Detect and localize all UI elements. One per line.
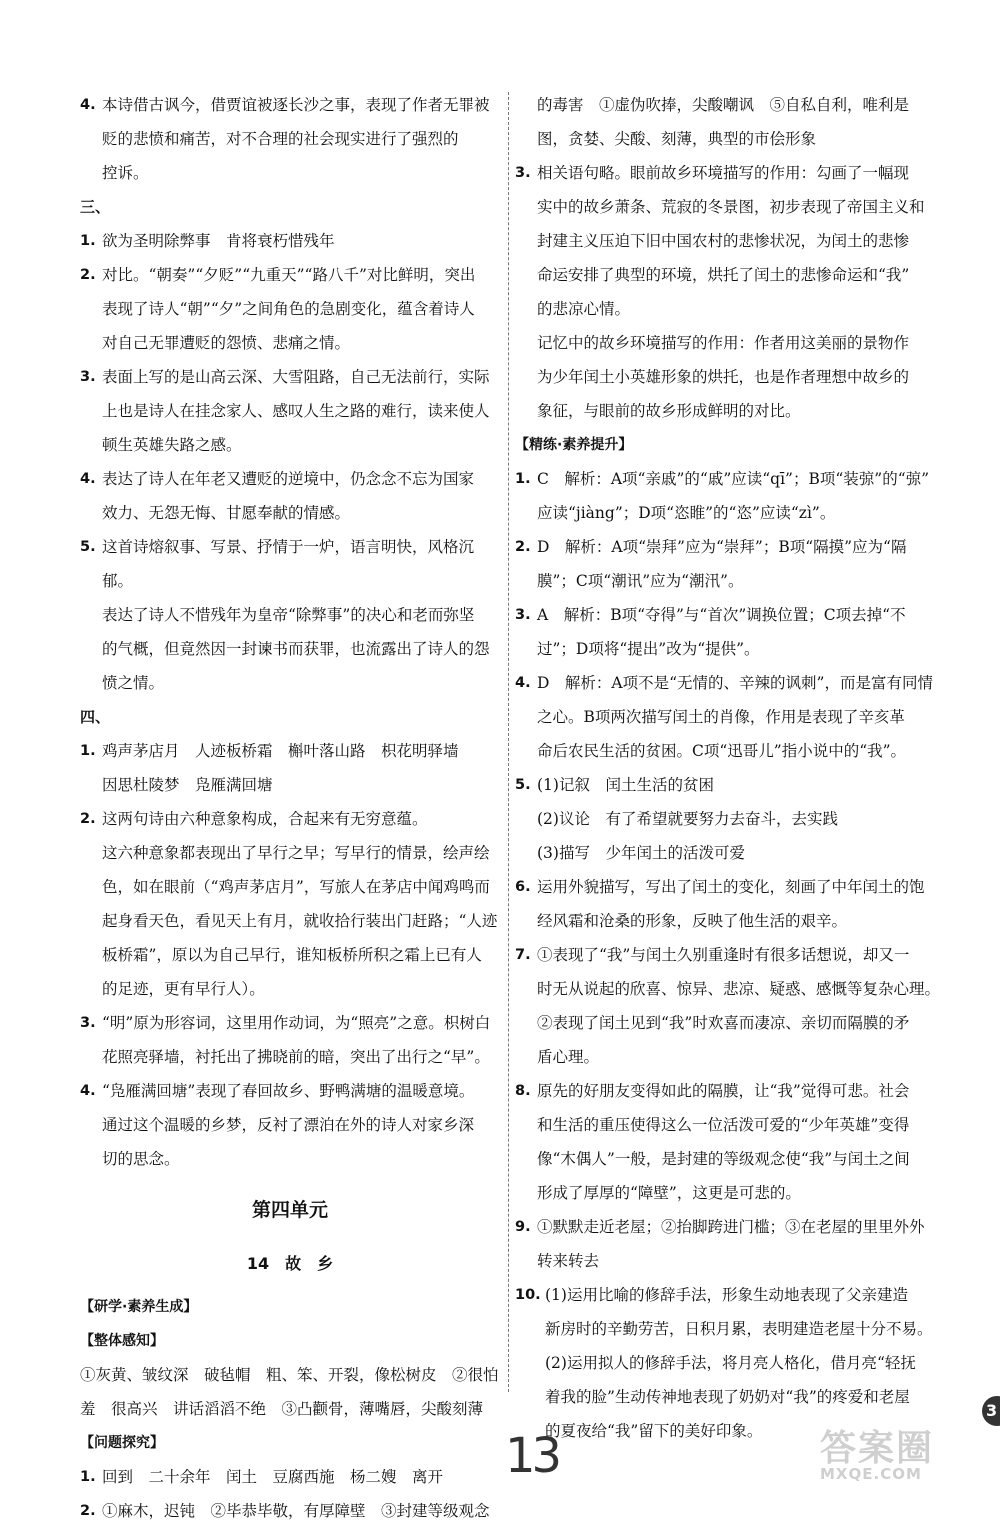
section-label: 【研学·素养生成】 [80, 1299, 198, 1315]
answer-line: 应读“jiàng”；D项“恣睢”的“恣”应读“zì”。 [537, 504, 836, 522]
answer-number: 6. [515, 879, 531, 895]
answer-number: 7. [515, 947, 531, 963]
answer-item [515, 530, 945, 598]
watermark-logo [820, 1420, 990, 1490]
paragraph-line: 色，如在眼前（“鸡声茅店月”，写旅人在茅店中闻鸡鸣而 [102, 878, 490, 896]
answer-line: 控诉。 [102, 164, 149, 182]
answer-item [515, 666, 945, 768]
answer-line: 和生活的重压使得这么一位活泼可爱的“少年英雄”变得 [537, 1116, 910, 1134]
answer-line: D 解析：A项“崇拜”应为“崇拜”；B项“隔摸”应为“隔 [537, 538, 907, 556]
answer-number: 3. [80, 369, 96, 385]
answer-number: 4. [80, 97, 96, 113]
handwritten-page-number: 13 [505, 1428, 559, 1484]
answer-number: 8. [515, 1083, 531, 1099]
answer-number: 1. [80, 743, 96, 759]
answer-line: D 解析：A项不是“无情的、辛辣的讽刺”，而是富有同情 [537, 674, 933, 692]
answer-item [515, 938, 945, 1074]
answer-item [80, 258, 500, 360]
answer-line: “凫雁满回塘”表现了春回故乡、野鸭满塘的温暖意境。 [102, 1082, 475, 1100]
answer-item [515, 870, 945, 938]
answer-line: 因思杜陵梦 凫雁满回塘 [102, 776, 273, 794]
answer-line: “明”原为形容词，这里用作动词，为“照亮”之意。枳树白 [102, 1014, 491, 1032]
paragraph-line: 记忆中的故乡环境描写的作用：作者用这美丽的景物作 [537, 334, 910, 352]
answer-line: 表达了诗人不惜残年为皇帝“除弊事”的决心和老而弥坚 [102, 606, 475, 624]
paragraph-line: ①灰黄、皱纹深 破毡帽 粗、笨、开裂，像松树皮 ②很怕 [80, 1366, 499, 1384]
answer-line: 鸡声茅店月 人迹板桥霜 槲叶落山路 枳花明驿墙 [102, 742, 459, 760]
answer-line: 封建主义压迫下旧中国农村的悲惨状况，为闰土的悲惨 [537, 232, 910, 250]
answer-line: ①麻木，迟钝 ②毕恭毕敬，有厚障壁 ③封建等级观念 [102, 1502, 490, 1520]
answer-line: 新房时的辛勤劳苦，日积月累，表明建造老屋十分不易。 [545, 1320, 933, 1338]
answer-line: 表面上写的是山高云深、大雪阻路，自己无法前行，实际 [102, 368, 490, 386]
answer-line: 上也是诗人在挂念家人、感叹人生之路的难行，读来使人 [102, 402, 490, 420]
right-column [515, 88, 945, 1448]
answer-line: 相关语句略。眼前故乡环境描写的作用：勾画了一幅现 [537, 164, 910, 182]
watermark-url: MXQE.COM [820, 1465, 922, 1483]
answer-line: ①默默走近老屋；②抬脚跨进门槛；③在老屋的里里外外 [537, 1218, 925, 1236]
paragraph-line: 起身看天色，看见天上有月，就收拾行装出门赶路；“人迹 [102, 912, 498, 930]
answer-item [515, 156, 945, 326]
answer-item [80, 88, 500, 190]
answer-line: 之心。B项两次描写闰土的肖像，作用是表现了辛亥革 [537, 708, 905, 726]
answer-number: 1. [515, 471, 531, 487]
answer-line: 切的思念。 [102, 1150, 180, 1168]
answer-line: 这两句诗由六种意象构成，合起来有无穷意蕴。 [102, 810, 428, 828]
paragraph-line: 象征，与眼前的故乡形成鲜明的对比。 [537, 402, 801, 420]
answer-number: 9. [515, 1219, 531, 1235]
sub-answer-line: (3)描写 少年闰土的活泼可爱 [537, 844, 745, 862]
answer-line: 花照亮驿墙，衬托出了拂晓前的暗，突出了出行之“早”。 [102, 1048, 490, 1066]
answer-item [80, 734, 500, 802]
watermark-text: 答案圈 [820, 1428, 935, 1469]
answer-line: 着我的脸”生动传神地表现了奶奶对“我”的疼爱和老屋 [545, 1388, 910, 1406]
answer-number: 3. [515, 165, 531, 181]
answer-item [515, 1074, 945, 1210]
answer-line: 形成了厚厚的“障壁”，这更是可悲的。 [537, 1184, 801, 1202]
answer-line: 效力、无怨无悔、甘愿奉献的情感。 [102, 504, 351, 522]
answer-item [80, 1074, 500, 1176]
answer-line: (1)运用比喻的修辞手法，形象生动地表现了父亲建造 [545, 1286, 908, 1304]
paragraph-line: 羞 很高兴 讲话滔滔不绝 ③凸颧骨，薄嘴唇，尖酸刻薄 [80, 1400, 484, 1418]
answer-item [515, 462, 945, 530]
answer-line: 回到 二十余年 闰土 豆腐西施 杨二嫂 离开 [102, 1468, 444, 1486]
answer-line: 实中的故乡萧条、荒寂的冬景图，初步表现了帝国主义和 [537, 198, 925, 216]
answer-line: 贬的悲愤和痛苦，对不合理的社会现实进行了强烈的 [102, 130, 459, 148]
answer-line: 的夏夜给“我”留下的美好印象。 [545, 1422, 763, 1440]
unit-title: 第四单元 [251, 1199, 328, 1221]
answer-line: 命后农民生活的贫困。C项“迅哥儿”指小说中的“我”。 [537, 742, 907, 760]
answer-line: 膜”；C项“潮讯”应为“潮汛”。 [537, 572, 744, 590]
lesson-title: 14 故 乡 [246, 1254, 334, 1273]
answer-line: 命运安排了典型的环境，烘托了闰土的悲惨命运和“我” [537, 266, 910, 284]
answer-line: 经风霜和沧桑的形象，反映了他生活的艰辛。 [537, 912, 848, 930]
answer-line: 的悲凉心情。 [537, 300, 631, 318]
answer-number: 4. [80, 471, 96, 487]
answer-item [80, 224, 500, 258]
answer-line: 转来转去 [537, 1252, 600, 1270]
section-label: 【精练·素养提升】 [515, 437, 633, 453]
answer-number: 3. [515, 607, 531, 623]
section-heading: 三、 [80, 198, 111, 216]
answer-line: 表现了诗人“朝”“夕”之间角色的急剧变化，蕴含着诗人 [102, 300, 475, 318]
page-corner-badge: 3 [982, 1396, 1000, 1426]
answer-item [80, 1494, 500, 1528]
answer-item [515, 1210, 945, 1278]
answer-line: ②表现了闰土见到“我”时欢喜而凄凉、亲切而隔膜的矛 [537, 1014, 910, 1032]
answer-line: (2)运用拟人的修辞手法，将月亮人格化，借月亮“轻抚 [545, 1354, 916, 1372]
answer-line: 盾心理。 [537, 1048, 600, 1066]
section-label: 【整体感知】 [80, 1333, 164, 1349]
answer-line: (1)记叙 闰土生活的贫困 [537, 776, 714, 794]
answer-line: C 解析：A项“亲戚”的“戚”应读“qī”；B项“装弶”的“弶” [537, 470, 930, 488]
answer-line: 运用外貌描写，写出了闰土的变化，刻画了中年闰土的饱 [537, 878, 925, 896]
answer-number: 1. [80, 1469, 96, 1485]
answer-item [80, 1460, 500, 1494]
answer-line: ①表现了“我”与闰土久别重逢时有很多话想说，却又一 [537, 946, 910, 964]
answer-number: 2. [515, 539, 531, 555]
answer-line: 过”；D项将“提出”改为“提供”。 [537, 640, 760, 658]
answer-number: 5. [80, 539, 96, 555]
answer-number: 10. [515, 1287, 541, 1303]
answer-item [515, 768, 945, 802]
answer-line: 的气概，但竟然因一封谏书而获罪，也流露出了诗人的怨 [102, 640, 490, 658]
answer-line: 欲为圣明除弊事 肯将衰朽惜残年 [102, 232, 335, 250]
answer-line: 这首诗熔叙事、写景、抒情于一炉，语言明快，风格沉郁。 [102, 538, 475, 590]
answer-item [80, 1006, 500, 1074]
answer-line: 愤之情。 [102, 674, 165, 692]
answer-number: 2. [80, 267, 96, 283]
answer-line: 原先的好朋友变得如此的隔膜，让“我”觉得可悲。社会 [537, 1082, 910, 1100]
answer-item [515, 598, 945, 666]
answer-line: 对比。“朝奏”“夕贬”“九重天”“路八千”对比鲜明，突出 [102, 266, 476, 284]
answer-number: 5. [515, 777, 531, 793]
paragraph-line: 的毒害 ①虚伪吹捧，尖酸嘲讽 ⑤自私自利，唯利是 [537, 96, 910, 114]
answer-line: 通过这个温暖的乡梦，反衬了漂泊在外的诗人对家乡深 [102, 1116, 475, 1134]
answer-item [80, 802, 500, 836]
column-divider [508, 92, 509, 1392]
answer-item [80, 360, 500, 462]
paragraph-line: 这六种意象都表现出了早行之早；写早行的情景，绘声绘 [102, 844, 490, 862]
section-label: 【问题探究】 [80, 1435, 164, 1451]
paragraph-line: 的足迹，更有早行人）。 [102, 980, 265, 998]
answer-line: 表达了诗人在年老又遭贬的逆境中，仍念念不忘为国家 [102, 470, 475, 488]
section-heading: 四、 [80, 708, 111, 726]
paragraph-line: 为少年闰土小英雄形象的烘托，也是作者理想中故乡的 [537, 368, 910, 386]
paragraph-line: 板桥霜”，原以为自己早行，谁知板桥所积之霜上已有人 [102, 946, 482, 964]
answer-number: 3. [80, 1015, 96, 1031]
paragraph-line: 图，贪婪、尖酸、刻薄，典型的市侩形象 [537, 130, 817, 148]
answer-number: 2. [80, 811, 96, 827]
answer-line: 时无从说起的欣喜、惊异、悲凉、疑惑、感慨等复杂心理。 [537, 980, 941, 998]
answer-number: 1. [80, 233, 96, 249]
answer-number: 4. [80, 1083, 96, 1099]
answer-item [80, 530, 500, 700]
answer-line: 像“木偶人”一般，是封建的等级观念使“我”与闰土之间 [537, 1150, 910, 1168]
answer-line: 本诗借古讽今，借贾谊被逐长沙之事，表现了作者无罪被 [102, 96, 490, 114]
answer-number: 2. [80, 1503, 96, 1519]
answer-line: 顿生英雄失路之感。 [102, 436, 242, 454]
answer-number: 4. [515, 675, 531, 691]
sub-answer-line: (2)议论 有了希望就要努力去奋斗，去实践 [537, 810, 838, 828]
left-column [80, 88, 500, 1528]
answer-line: 对自己无罪遭贬的怨愤、悲痛之情。 [102, 334, 351, 352]
answer-line: A 解析：B项“夺得”与“首次”调换位置；C项去掉“不 [537, 606, 906, 624]
answer-item [80, 462, 500, 530]
